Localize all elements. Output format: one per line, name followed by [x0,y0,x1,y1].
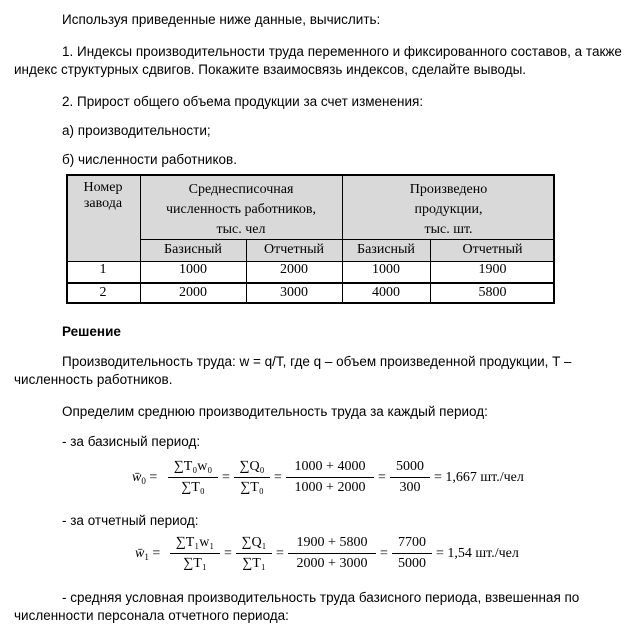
formula-base-lhs: $w̄_0$ = [132,470,158,486]
formula-base-num-4: 5000 [396,459,424,474]
table-row-2-t0: 2000 [179,285,207,300]
task-item-2b: б) численности работников. [62,152,237,167]
task-item-2: 2. Прирост общего объема продукции за счет изменения: [62,94,424,109]
sub-header-prod-base: Базисный [357,242,415,257]
formula-report-den-2: ∑T₁ [242,556,266,571]
header-staff-line-3: тыс. чел [216,222,266,237]
formula-report-num-1: ∑T₁w₁ [175,535,215,550]
formula-base-frac-4 [390,458,430,497]
table-row-2-q1: 5800 [478,285,507,300]
formula-report-frac-1 [170,534,220,573]
table-vline-4 [430,239,431,304]
header-plant [66,180,140,212]
formula-report-result: = 1,54 шт./чел [436,546,519,561]
formula-base-result: = 1,667 шт./чел [434,470,524,485]
sub-header-staff-report: Отчетный [264,242,324,257]
task-intro: Используя приведенные ниже данные, вычислить: [62,12,381,27]
table-row-1-t0: 1000 [179,262,207,277]
formula-base-num-3: 1000 + 4000 [294,459,366,474]
header-staff-line-2: численность работников, [166,202,316,217]
table-row-1-q1: 1900 [478,262,507,277]
conditional-line-1: - средняя условная производительность труда базисного периода, взвешенная по [62,590,580,605]
header-staff [140,180,342,240]
table-row-2-q0: 4000 [372,285,400,300]
sub-header-staff-base: Базисный [164,242,222,257]
table-row-2-plant: 2 [99,285,107,300]
formula-report-frac-2 [236,534,272,573]
formula-base-den-3: 1000 + 2000 [294,480,366,495]
formula-report-den-3: 2000 + 3000 [296,556,368,571]
formula-report-frac-3 [288,534,376,573]
formula-base-den-2: ∑T₀ [240,480,264,495]
average-intro: Определим среднюю производительность труда за каждый период: [62,404,488,419]
productivity-line-2: численность работников. [14,372,173,387]
header-production-line-1: Произведено [409,182,488,197]
formula-report-lhs-symbol: w̄ [135,546,145,561]
formula-report-lhs: $w̄_1$ = [135,546,161,562]
report-period-label: - за отчетный период: [62,513,199,528]
formula-base-den-1: ∑T₀ [181,480,205,495]
formula-report-den-1: ∑T₁ [183,556,207,571]
table-row-2-t1: 3000 [280,285,308,300]
formula-base-num-1: ∑T₀w₀ [173,459,213,474]
table-row-1-plant: 1 [99,262,107,277]
base-period-label: - за базисный период: [62,434,201,449]
table-vline-1 [140,174,141,304]
table-border-left [66,174,68,304]
formula-base-frac-3 [286,458,374,497]
header-production [342,180,555,240]
conditional-line-2: численности персонала отчетного периода: [14,608,289,623]
formula-report-num-3: 1900 + 5800 [296,535,368,550]
table-row-1-t1: 2000 [280,262,308,277]
header-production-line-2: продукции, [414,202,483,217]
table-row-1-q0: 1000 [372,262,400,277]
table-subheader-line [140,239,555,240]
formula-report-den-4: 5000 [398,556,426,571]
header-staff-line-1: Среднесписочная [188,182,294,197]
header-plant-line-2: завода [83,196,123,211]
formula-base-frac-2 [234,458,270,497]
formula-base-lhs-symbol: w̄ [132,470,142,485]
formula-base-den-4: 300 [399,480,421,495]
productivity-line-1: Производительность труда: w = q/T, где q – объем произведенной продукции, T – [62,354,572,369]
data-table [66,174,555,304]
table-vline-3 [342,174,343,304]
formula-report-num-2: ∑Q₁ [241,535,267,550]
sub-header-prod-report: Отчетный [462,242,523,257]
task-item-1-line-1: 1. Индексы производительности труда переменного и фиксированного составов, а также [62,44,622,59]
header-plant-line-1: Номер [83,180,123,195]
formula-report-num-4: 7700 [398,535,426,550]
task-item-2a: а) производительности; [62,123,211,138]
task-item-1-line-2: индекс структурных сдвигов. Покажите взаимосвязь индексов, сделайте выводы. [14,62,527,77]
formula-base-frac-1 [168,458,218,497]
header-production-line-3: тыс. шт. [424,222,473,237]
solution-title: Решение [62,324,121,339]
table-vline-2 [246,239,247,304]
formula-report-frac-4 [392,534,432,573]
formula-base-num-2: ∑Q₀ [239,459,265,474]
